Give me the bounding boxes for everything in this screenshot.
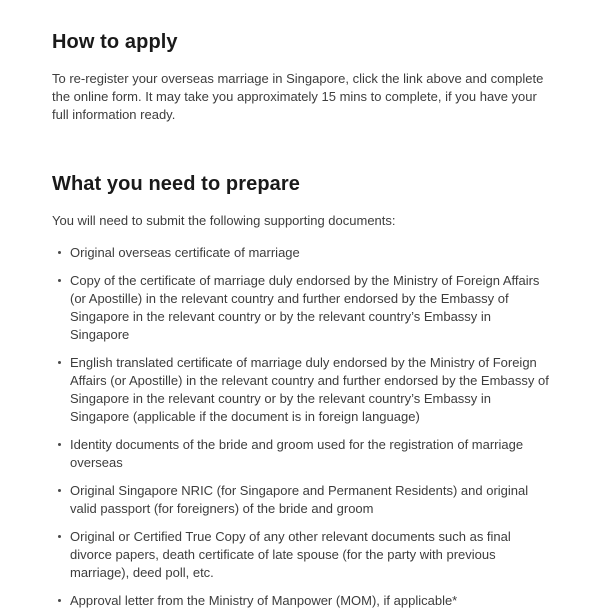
list-item-other-relevant-documents: Original or Certified True Copy of any other relevant documents such as final divorce papers, death certificate of late spouse (for the party with previous marriage), deed poll, etc. — [52, 528, 549, 582]
prepare-intro-text: You will need to submit the following supporting documents: — [52, 213, 396, 228]
how-to-apply-paragraph: To re-register your overseas marriage in Singapore, click the link above and complete the online form. It may take you approximately 15 mins to complete, if you have your full information ready. — [52, 71, 544, 122]
list-item-copy-certificate-endorsed: Copy of the certificate of marriage duly endorsed by the Ministry of Foreign Affairs (or Apostille) in the relevant country and further endorsed by the Embassy of Singapore in the relevant country or by the relevant country’s Embassy in Singapore — [52, 272, 549, 344]
section-what-you-need-to-prepare — [52, 172, 552, 610]
documents-list — [52, 244, 549, 610]
list-item-mom-approval-letter: Approval letter from the Ministry of Manpower (MOM), if applicable* — [52, 592, 549, 610]
section-how-to-apply — [52, 30, 552, 124]
list-item-nric-passport: Original Singapore NRIC (for Singapore and Permanent Residents) and original valid passport (for foreigners) of the bride and groom — [52, 482, 549, 518]
heading-how-to-apply: How to apply — [52, 31, 178, 53]
heading-what-you-need-to-prepare: What you need to prepare — [52, 173, 300, 195]
list-item-english-translated-certificate: English translated certificate of marriage duly endorsed by the Ministry of Foreign Affairs (or Apostille) in the relevant country and further endorsed by the Embassy of Singapore in the relevant country or by the relevant country’s Embassy in Singapore (applicable if the document is in foreign language) — [52, 354, 549, 426]
list-item-identity-documents: Identity documents of the bride and groom used for the registration of marriage overseas — [52, 436, 549, 472]
list-item-original-certificate: Original overseas certificate of marriage — [52, 244, 549, 262]
